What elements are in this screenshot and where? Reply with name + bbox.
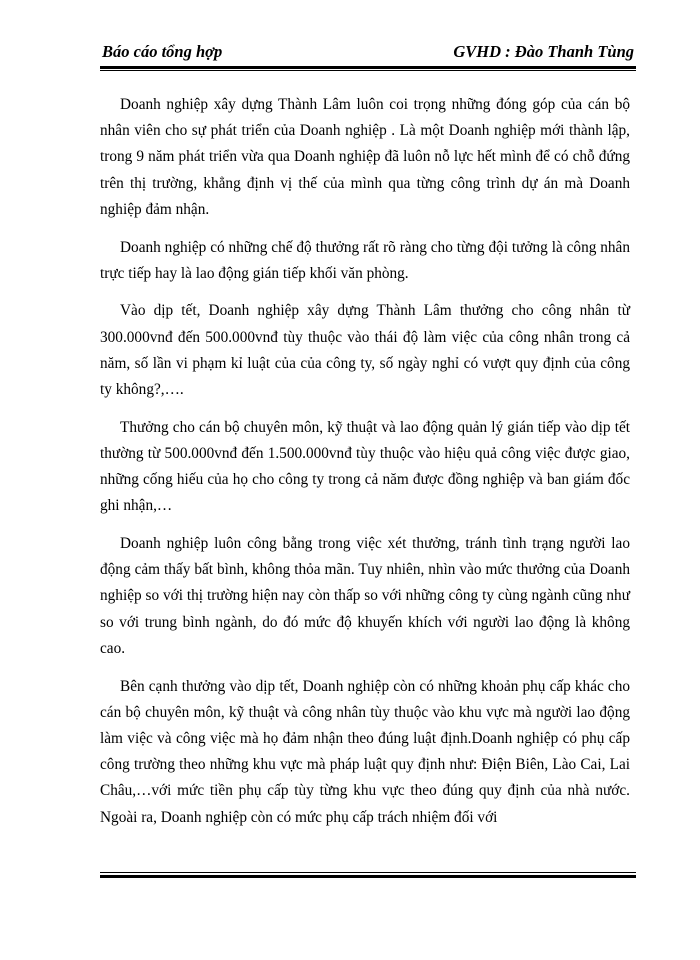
paragraph: Doanh nghiệp có những chế độ thưởng rất rõ ràng cho từng đội tưởng là công nhân trực tiếp hay là lao động gián tiếp khối văn phòng. — [100, 238, 630, 282]
paragraph: Doanh nghiệp xây dựng Thành Lâm luôn coi trọng những đóng góp của cán bộ nhân viên cho sự phát triển của Doanh nghiệp . Là một Doanh nghiệp mới thành lập, trong 9 năm phát triển vừa qua Doanh nghiệp đã luôn nỗ lực hết mình để có chỗ đứng trên thị trường, khẳng định vị thế của mình qua từng công trình dự án mà Doanh nghiệp đảm nhận. — [100, 96, 630, 218]
paragraph: Bên cạnh thưởng vào dịp tết, Doanh nghiệp còn có những khoản phụ cấp khác cho cán bộ chuyên môn, kỹ thuật và công nhân tùy thuộc vào khu vực mà người lao động làm việc và công việc mà họ đảm nhận theo đúng luật định.Doanh nghiệp có phụ cấp công trường theo những khu vực mà pháp luật quy định như: Điện Biên, Lào Cai, Lai Châu,…với mức tiền phụ cấp tùy từng khu vực theo đúng quy định của nhà nước. Ngoài ra, Doanh nghiệp còn có mức phụ cấp trách nhiệm đối với — [100, 677, 630, 826]
header-rule-thick — [100, 66, 636, 69]
header-rule-thin — [100, 70, 636, 71]
paragraph: Thưởng cho cán bộ chuyên môn, kỹ thuật và lao động quản lý gián tiếp vào dịp tết thường từ 500.000vnđ đến 1.500.000vnđ tùy thuộc vào hiệu quả công việc được giao, những cống hiếu của họ cho công ty trong cả năm được đồng nghiệp và ban giám đốc ghi nhận,… — [100, 418, 630, 515]
paragraph: Doanh nghiệp luôn công bằng trong việc xét thưởng, tránh tình trạng người lao động cảm thấy bất bình, không thỏa mãn. Tuy nhiên, nhìn vào mức thưởng của Doanh nghiệp so với thị trường hiện nay còn thấp so với những công ty cùng ngành cũng như so với trung bình ngành, do đó mức độ khuyến khích với người lao động là không cao. — [100, 535, 630, 657]
page-header — [100, 38, 636, 66]
document-body — [100, 92, 630, 842]
footer-rule-thin — [100, 872, 636, 873]
paragraph: Vào dịp tết, Doanh nghiệp xây dựng Thành Lâm thưởng cho công nhân từ 300.000vnđ đến 500.000vnđ tùy thuộc vào thái độ làm việc của công nhân trong cả năm, số lần vi phạm kỉ luật của của công ty, số ngày nghỉ có vượt quy định của công ty không?,…. — [100, 302, 630, 399]
supervisor-name: GVHD : Đào Thanh Tùng — [453, 42, 634, 61]
footer-rule-thick — [100, 875, 636, 878]
report-title: Báo cáo tổng hợp — [102, 42, 223, 61]
